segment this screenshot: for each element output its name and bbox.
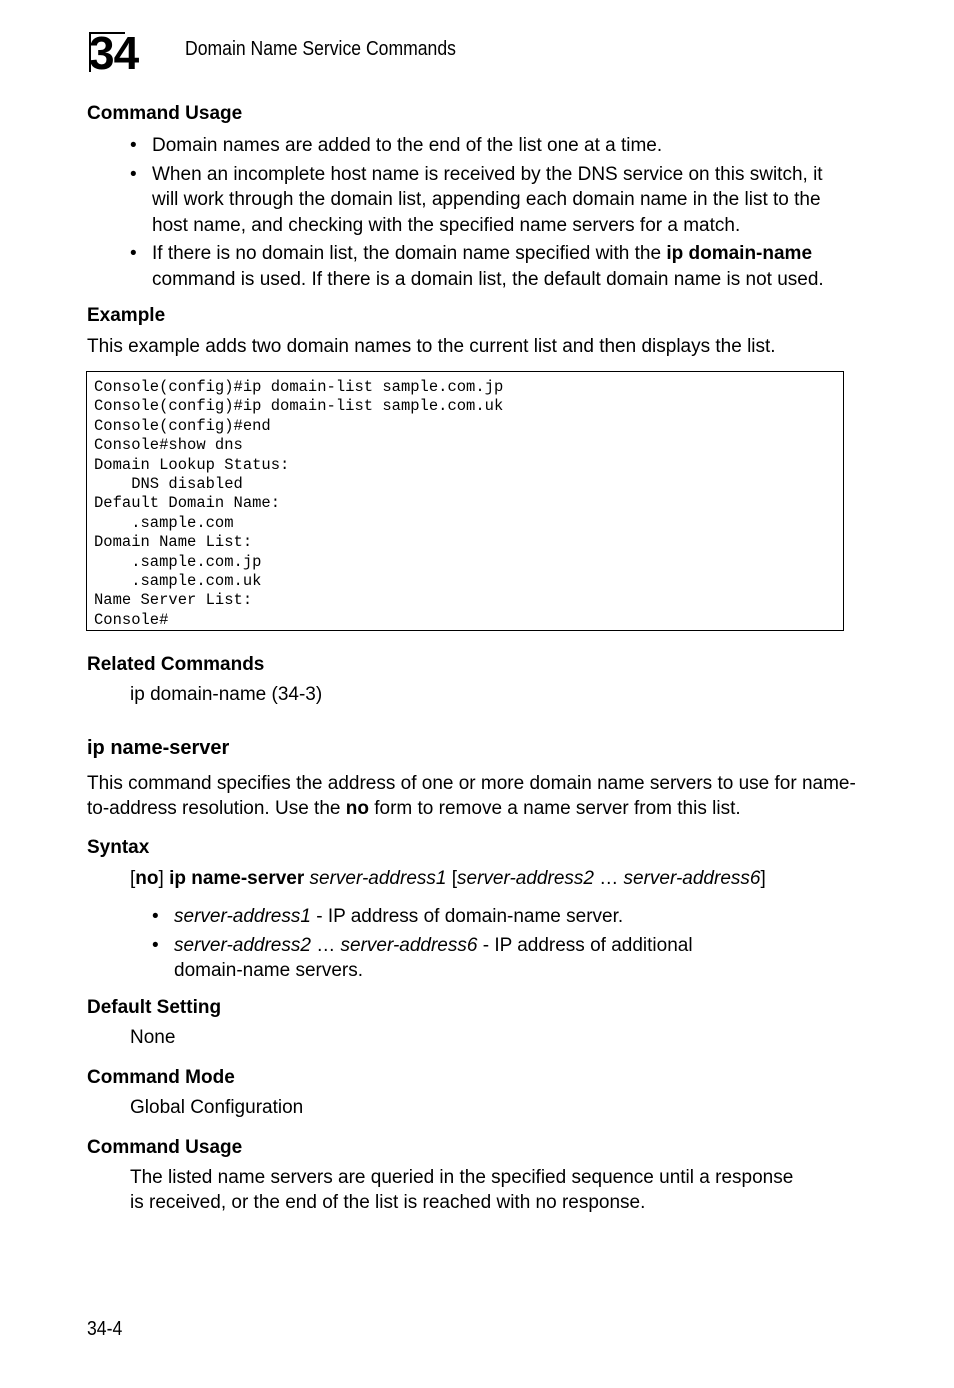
syntax-arg-2: server-address2 (457, 868, 594, 889)
chapter-number: 34 (89, 27, 139, 79)
section-heading-default-setting: Default Setting (87, 997, 222, 1018)
example-description: This example adds two domain names to the current list and then displays the list. (87, 336, 776, 357)
usage-bullet-list (130, 133, 850, 295)
syntax-arg-6: server-address6 (623, 868, 761, 889)
param-1-name: server-address1 (174, 906, 311, 927)
usage-bullet-3-command: ip domain-name (666, 243, 813, 264)
usage-bullet-3-text-pre: If there is no domain list, the domain name specified with the (152, 243, 667, 264)
syntax-optional-close: ] (760, 868, 766, 889)
param-2-name-start: server-address2 (174, 934, 311, 956)
syntax-command: ip name-server (169, 868, 305, 889)
syntax-ellipsis: … (593, 868, 624, 889)
command-description-no: no (345, 798, 369, 819)
section-heading-command-usage: Command Usage (87, 103, 243, 124)
param-1-desc: - IP address of domain-name server. (310, 906, 624, 927)
usage-bullet-3 (130, 241, 850, 292)
default-setting-value: None (130, 1027, 176, 1048)
page-number: 34-4 (87, 1318, 123, 1340)
command-description-post: form to remove a name server from this list. (368, 798, 741, 819)
section-heading-syntax: Syntax (87, 837, 150, 858)
related-command-link[interactable]: ip domain-name (34-3) (130, 684, 323, 705)
syntax-bracket-close: ] (158, 868, 170, 889)
command-usage-text: The listed name servers are queried in the specified sequence until a response is received, or the end of the list is reached with no response. (130, 1167, 794, 1213)
syntax-bracket-open: [ (130, 868, 136, 889)
section-heading-command-mode: Command Mode (87, 1067, 235, 1088)
code-example: Console(config)#ip domain-list sample.com.jp Console(config)#ip domain-list sample.com.uk Console(config)#end Console#show dns Domain Lookup Status: DNS disabled Default Domain Name: .sample.com Domain Name List: .sample.com.jp .sample.com.uk Name Server List: Console# (94, 378, 504, 629)
usage-bullet-2 (130, 162, 850, 239)
command-description-pre: This command specifies the address of one or more domain name servers to use for name-to-address resolution. Use the (87, 773, 856, 819)
section-heading-command-usage-2: Command Usage (87, 1137, 243, 1158)
syntax-arg-1: server-address1 (309, 868, 447, 889)
param-2-ellipsis: … (310, 934, 341, 956)
code-example-box (86, 371, 844, 631)
usage-bullet-2-text: When an incomplete host name is received by the DNS service on this switch, it will work through the domain list, appending each domain name in the list to the host name, and checking with the specified name servers for a match. (152, 163, 823, 236)
param-2-name-end: server-address6 (340, 934, 478, 956)
command-mode-value: Global Configuration (130, 1097, 304, 1118)
syntax-no-keyword: no (135, 868, 159, 889)
syntax-parameter-list (152, 904, 752, 987)
usage-bullet-1 (130, 133, 850, 159)
chapter-title: Domain Name Service Commands (185, 38, 456, 60)
section-heading-example: Example (87, 305, 166, 326)
command-description (87, 771, 862, 821)
param-2-desc: - IP address of additional domain-name servers. (174, 934, 693, 981)
command-title: ip name-server (87, 737, 230, 759)
usage-bullet-1-text: Domain names are added to the end of the list one at a time. (152, 135, 663, 156)
section-heading-related-commands: Related Commands (87, 654, 265, 675)
usage-bullet-3-text-post: command is used. If there is a domain list, the default domain name is not used. (152, 268, 824, 290)
syntax-parameter-1 (152, 904, 752, 930)
syntax-line (130, 866, 766, 891)
syntax-parameter-2 (152, 933, 752, 984)
syntax-optional-open: [ (446, 868, 458, 889)
